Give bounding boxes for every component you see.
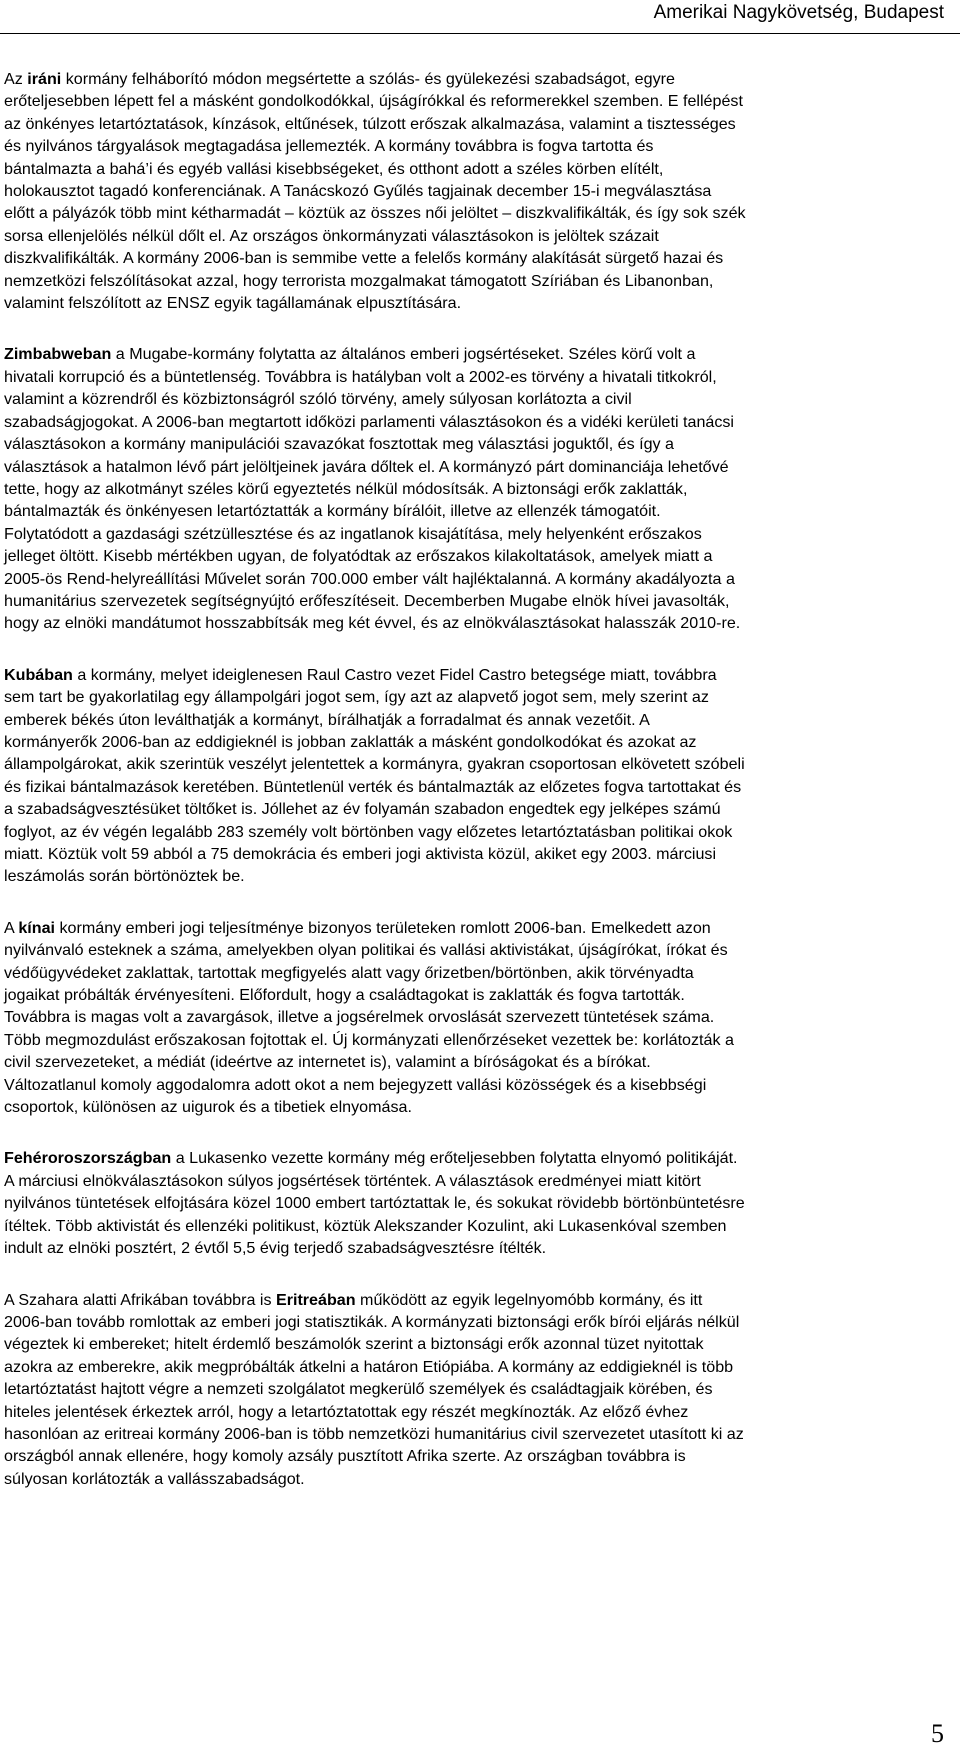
paragraph-text: kormány felháborító módon megsértette a szólás- és gyülekezési szabadságot, egyre erőteljesebben lépett fel a másként gondolkodókkal, újságírókkal és reformerekkel szemben. E fellépést az önkényes letartóztatások, kínzások, eltűnések, túlzott erőszak alkalmazása, valamint a tisztességes és nyilvános tárgyalások megtagadása jellemezték. A kormány továbbra is fogva tartotta és bántalmazta a bahá’i és egyéb vallási kisebbségeket, és otthont adott a széles körben elítélt, holokausztot tagadó konferenciának. A Tanácskozó Gyűlés tagjainak december 15-i megválasztása előtt a pályázók több mint kétharmadát – köztük az összes női jelöltet – diszkvalifikálták, és így sok szék sorsa ellenjelölés nélkül dőlt el. Az országos önkormányzati választásokon is jelöltek százait diszkvalifikálták. A kormány 2006-ban is semmibe vette a felelős kormány alakítását sürgető hazai és nemzetközi felszólításokat azzal, hogy terrorista mozgalmakat támogatott Szíriában és Libanonban, valamint felszólított az ENSZ egyik tagállamának elpusztítására. <box>4 70 746 313</box>
paragraph-text: működött az egyik legelnyomóbb kormány, és itt 2006-ban tovább romlottak az emberi jogi statisztikák. A kormányzati biztonsági erők bírói eljárás nélkül végeztek ki embereket; hitelt érdemlő beszámolók szerint a biztonsági erők azonnal tüzet nyitottak azokra az emberekre, akik megpróbálták átkelni a határon Etiópiába. A kormány az eddigieknél is több letartóztatást hajtott végre a nemzeti szolgálatot megkerülő személyek és családtagjaik körében, és hiteles jelentések érkeztek arról, hogy a letartóztatottak egy részét megkínozták. Az előző évhez hasonlóan az eritreai kormány 2006-ban is több nemzetközi humanitárius civil szervezetet utasított ki az országból annak ellenére, hogy komoly azsály pusztított Afrika szerte. Az országban továbbra is súlyosan korlátozták a vallásszabadságot. <box>4 1290 744 1488</box>
paragraph-text: A Szahara alatti Afrikában továbbra is <box>4 1290 276 1309</box>
document-body <box>4 68 952 1519</box>
paragraph-text: a Lukasenko vezette kormány még erőteljesebben folytatta elnyomó politikáját. A márciusi elnökválasztásokon súlyos jogsértések történtek. A választások eredményei miatt kitört nyilvános tüntetések elfojtására közel 1000 embert tartóztattak le, és sokukat rövidebb börtönbüntetésre ítéltek. Több aktivistát és ellenzéki politikust, köztük Alekszander Kozulint, aki Lukasenkóval szemben indult az elnöki posztért, 2 évtől 5,5 évig terjedő szabadságvesztésre ítélték. <box>4 1149 745 1258</box>
paragraph-text: Az <box>4 70 28 88</box>
paragraph-iran <box>4 68 952 314</box>
country-name: Kubában <box>4 665 73 684</box>
page-number: 5 <box>931 1719 944 1748</box>
country-name: Eritreában <box>275 1290 356 1309</box>
paragraph-cuba <box>4 664 952 888</box>
country-name: Zimbabweban <box>4 345 112 364</box>
header-rule <box>0 33 960 34</box>
country-name: Fehéroroszországban <box>4 1149 172 1168</box>
paragraph-text: A <box>4 918 19 937</box>
paragraph-belarus <box>4 1147 952 1259</box>
paragraph-text: a kormány, melyet ideiglenesen Raul Castro vezet Fidel Castro betegsége miatt, továbbra sem tart be gyakorlatilag egy állampolgári jogot sem, így azt az alapvető jogot sem, mely szerint az emberek békés úton leválthatják a kormányt, bírálhatják a forradalmat és annak vezetőit. A kormányerők 2006-ban az eddigieknél is jobban zaklatták a másként gondolkodókat és azokat az állampolgárokat, akik szerintük veszélyt jelentettek a kormányra, gyakran csoportosan elkövetett szóbeli és fizikai bántalmazások keretében. Büntetlenül verték és bántalmazták az előzetes fogva tartottakat és a szabadságvesztésüket töltőket is. Jóllehet az év folyamán szabadon engedtek egy jelképes számú foglyot, az év végén legalább 283 személy volt börtönben vagy előzetes letartóztatásban politikai okok miatt. Köztük volt 59 abból a 75 demokrácia és emberi jogi aktivista közül, akiket egy 2003. márciusi leszámolás során börtönöztek be. <box>4 665 745 886</box>
paragraph-china <box>4 917 952 1119</box>
country-name: kínai <box>18 918 56 937</box>
paragraph-eritrea <box>4 1289 952 1491</box>
paragraph-text: kormány emberi jogi teljesítménye bizonyos területeken romlott 2006-ban. Emelkedett azon nyilvánvaló esteknek a száma, amelyekben olyan politikai és vallási aktivistákat, újságírókat, írókat és védőügyvédeket zaklattak, tartottak megfigyelés alatt vagy őrizetben/börtönben, akik törvényadta jogaikat próbálták érvényesíteni. Előfordult, hogy a családtagokat is zaklatták és fogva tartották. Továbbra is magas volt a zavargások, illetve a jogsérelmek orvoslását szervezett tüntetések száma. Több megmozdulást erőszakosan fojtottak el. Új kormányzati ellenőrzéseket vezettek be: korlátozták a civil szervezeteket, a médiát (ideértve az internetet is), valamint a bíróságokat és a bírókat. Változatlanul komoly aggodalomra adott okot a nem bejegyzett vallási közösségek és a kisebbségi csoportok, különösen az uigurok és a tibetiek elnyomása. <box>4 918 734 1117</box>
paragraph-text: a Mugabe-kormány folytatta az általános emberi jogsértéseket. Széles körű volt a hivatali korrupció és a büntetlenség. Továbbra is hatályban volt a 2002-es törvény a hivatali titkokról, valamint a közrendről és közbiztonságról szóló törvény, amely súlyosan korlátozta a civil szabadságjogokat. A 2006-ban megtartott időközi parlamenti választásokon és a vidéki kerületi tanácsi választásokon a kormány manipulációi szavazókat fosztottak meg választási joguktől, és így a választások a hatalmon lévő párt jelöltjeinek javára dőltek el. A kormányzó párt dominanciája lehetővé tette, hogy az alkotmányt széles körű egyeztetés nélkül módosítsák. A biztonsági erők zaklatták, bántalmazták és önkényesen letartóztatták a kormány bírálóit, illetve az ellenzék támogatóit. Folytatódott a gazdasági szétzüllesztése és az ingatlanok kisajátítása, mely helyenként erőszakos jelleget öltött. Kisebb mértékben ugyan, de folyatódtak az erőszakos kilakoltatások, amelyek miatt a 2005-ös Rend-helyreállítási Művelet során 700.000 ember vált hajléktalanná. A kormány akadályozta a humanitárius szervezetek segítségnyújtó erőfeszítéseit. Decemberben Mugabe elnök hívei javasolták, hogy az elnöki mandátumot hosszabbítsák meg két évvel, és az elnökválasztásokat halasszák 2010-re. <box>4 345 741 633</box>
page-header: Amerikai Nagykövetség, Budapest <box>653 2 944 23</box>
country-name: iráni <box>27 70 62 88</box>
paragraph-zimbabwe <box>4 343 952 634</box>
